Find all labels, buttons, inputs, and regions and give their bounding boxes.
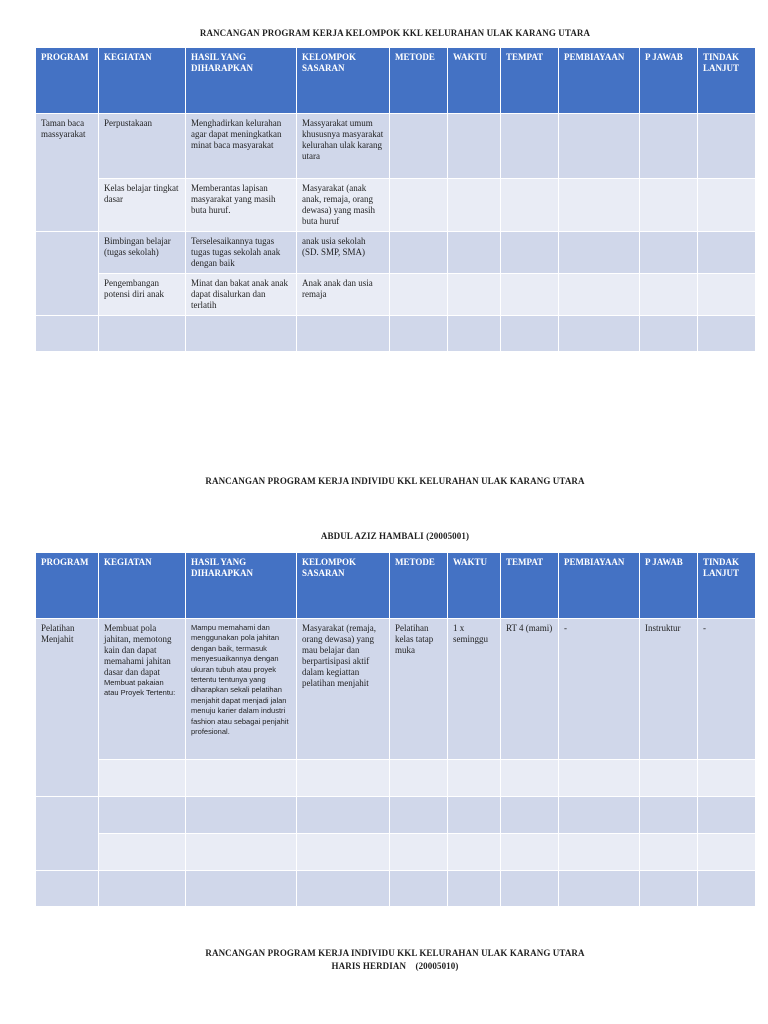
table-row [36,232,756,274]
header-pjawab: P JAWAB [640,553,698,619]
sasaran-cell: Masyarakat (anak anak, remaja, orang dewasa) yang masih buta huruf [297,179,390,232]
program-cell: Pelatihan Menjahit [36,619,99,797]
header-tindak-lanjut: TINDAK LANJUT [698,553,756,619]
tindak-lanjut-cell: - [698,619,756,760]
metode-cell: Pelatihan kelas tatap muka [390,619,448,760]
footer-name: HARIS HERDIAN (20005010) [331,961,459,971]
kegiatan-cell: Bimbingan belajar (tugas sekolah) [99,232,186,274]
group-work-program-table [35,47,756,352]
hasil-cell: Memberantas lapisan masyarakat yang masih buta huruf. [186,179,297,232]
table-row [36,619,756,760]
table-row [36,797,756,834]
header-program: PROGRAM [36,553,99,619]
kegiatan-text-extra: Membuat pakaian atau Proyek Tertentu: [104,678,176,698]
header-hasil: HASIL YANG DIHARAPKAN [186,553,297,619]
kegiatan-cell: Pengembangan potensi diri anak [99,274,186,316]
header-tempat: TEMPAT [501,553,559,619]
header-hasil: HASIL YANG DIHARAPKAN [186,48,297,114]
header-sasaran: KELOMPOK SASARAN [297,553,390,619]
table-row [36,114,756,179]
table-row [36,760,756,797]
hasil-cell: Minat dan bakat anak anak dapat disalurkan dan terlatih [186,274,297,316]
header-kegiatan: KEGIATAN [99,48,186,114]
sasaran-cell: anak usia sekolah (SD. SMP, SMA) [297,232,390,274]
table-row [36,834,756,871]
program-cell: Taman baca massyarakat [36,114,99,232]
individual-work-program-table [35,552,756,907]
header-waktu: WAKTU [448,553,501,619]
waktu-cell: 1 x seminggu [448,619,501,760]
table-row [36,316,756,352]
header-kegiatan: KEGIATAN [99,553,186,619]
header-sasaran: KELOMPOK SASARAN [297,48,390,114]
header-waktu: WAKTU [448,48,501,114]
kegiatan-cell: Perpustakaan [99,114,186,179]
header-pjawab: P JAWAB [640,48,698,114]
kegiatan-cell: Kelas belajar tingkat dasar [99,179,186,232]
header-program: PROGRAM [36,48,99,114]
pembiayaan-cell: - [559,619,640,760]
pjawab-cell: Instruktur [640,619,698,760]
footer-title: RANCANGAN PROGRAM KERJA INDIVIDU KKL KELURAHAN ULAK KARANG UTARA [205,948,585,958]
hasil-cell: Mampu memahami dan menggunakan pola jahitan dengan baik, termasuk menyesuaikannya dengan ukuran tubuh atau proyek tertentu tentunya yang diharapkan sekali pelatihan menjahit dapat menjadi jalan menuju karier dalam industri fashion atau sebagai penjahit profesional. [186,619,297,760]
table-row [36,274,756,316]
header-pembiayaan: PEMBIAYAAN [559,48,640,114]
sasaran-cell: Massyarakat umum khususnya masyarakat kelurahan ulak karang utara [297,114,390,179]
header-tindak-lanjut: TINDAK LANJUT [698,48,756,114]
sasaran-cell: Anak anak dan usia remaja [297,274,390,316]
kegiatan-text: Membuat pola jahitan, memotong kain dan dapat memahami jahitan dasar dan dapat [104,623,172,677]
table2-subtitle: ABDUL AZIZ HAMBALI (20005001) [320,531,470,541]
table-row [36,871,756,907]
hasil-cell: Menghadirkan kelurahan agar dapat meningkatkan minat baca masyarakat [186,114,297,179]
sasaran-cell: Masyarakat (remaja, orang dewasa) yang mau belajar dan berpartisipasi aktif dalam kegiattan pelatihan menjahit [297,619,390,760]
kegiatan-cell [99,619,186,760]
table2-title: RANCANGAN PROGRAM KERJA INDIVIDU KKL KELURAHAN ULAK KARANG UTARA [205,476,585,486]
header-metode: METODE [390,48,448,114]
tempat-cell: RT 4 (mami) [501,619,559,760]
table1-title: RANCANGAN PROGRAM KERJA KELOMPOK KKL KELURAHAN ULAK KARANG UTARA [199,28,591,38]
header-tempat: TEMPAT [501,48,559,114]
header-pembiayaan: PEMBIAYAAN [559,553,640,619]
hasil-cell: Terselesaikannya tugas tugas tugas sekolah anak dengan baik [186,232,297,274]
header-metode: METODE [390,553,448,619]
table-row [36,179,756,232]
